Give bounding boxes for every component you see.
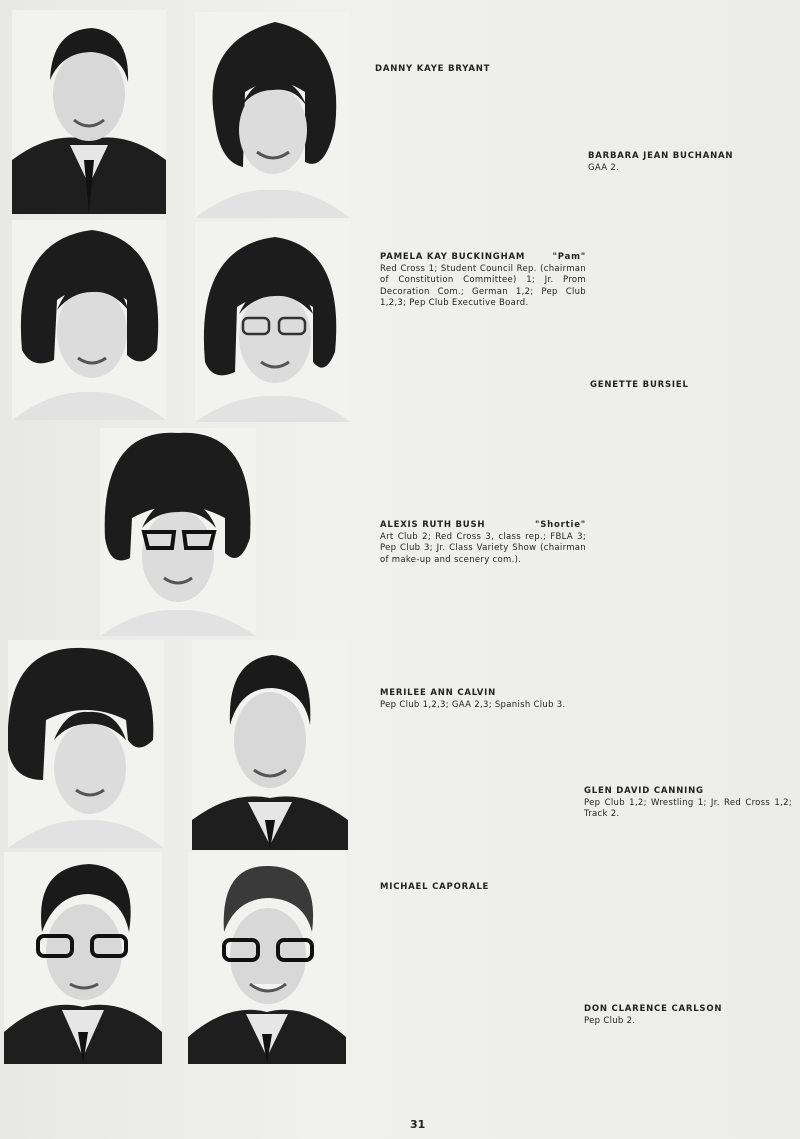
portrait-barbara-buchanan bbox=[195, 12, 350, 218]
student-name: GENETTE BURSIEL bbox=[590, 380, 689, 390]
student-nickname: "Pam" bbox=[552, 252, 586, 262]
portrait-image bbox=[4, 852, 162, 1064]
portrait-danny-bryant bbox=[12, 10, 166, 214]
portrait-michael-caporale bbox=[4, 852, 162, 1064]
student-activities: Red Cross 1; Student Council Rep. (chairman of Constitution Committee) 1; Jr. Prom Decoration Com.; German 1,2; Pep Club 1,2,3; Pep Club Executive Board. bbox=[380, 263, 586, 308]
portrait-image bbox=[192, 640, 348, 850]
entry-michael-caporale bbox=[380, 882, 580, 894]
entry-barbara-buchanan bbox=[588, 151, 788, 174]
name-line bbox=[380, 520, 586, 532]
portrait-image bbox=[8, 640, 164, 848]
entry-merilee-calvin bbox=[380, 688, 590, 711]
portrait-genette-bursiel bbox=[195, 222, 351, 422]
portrait-image bbox=[12, 220, 166, 420]
student-name: GLEN DAVID CANNING bbox=[584, 786, 704, 796]
entry-don-carlson bbox=[584, 1004, 784, 1027]
portrait-image bbox=[195, 222, 351, 422]
portrait-alexis-bush bbox=[100, 428, 256, 636]
name-line bbox=[380, 252, 586, 264]
portrait-image bbox=[195, 12, 350, 218]
student-activities: Art Club 2; Red Cross 3, class rep.; FBLA 3; Pep Club 3; Jr. Class Variety Show (chairman of make-up and scenery com.). bbox=[380, 531, 586, 565]
student-activities: Pep Club 1,2,3; GAA 2,3; Spanish Club 3. bbox=[380, 699, 566, 710]
portrait-pamela-buckingham bbox=[12, 220, 166, 420]
entry-alexis-bush bbox=[380, 520, 586, 566]
entry-danny-bryant bbox=[375, 64, 575, 76]
student-name: BARBARA JEAN BUCHANAN bbox=[588, 151, 734, 161]
portrait-image bbox=[188, 852, 346, 1064]
portrait-image bbox=[100, 428, 256, 636]
student-activities: Pep Club 2. bbox=[584, 1015, 636, 1026]
entry-glen-canning bbox=[584, 786, 792, 821]
entry-genette-bursiel bbox=[590, 380, 790, 392]
student-activities: Pep Club 1,2; Wrestling 1; Jr. Red Cross 1,2; Track 2. bbox=[584, 797, 792, 819]
page-number: 31 bbox=[410, 1118, 426, 1131]
entry-pamela-buckingham bbox=[380, 252, 586, 310]
student-activities: GAA 2. bbox=[588, 162, 620, 173]
student-name: DON CLARENCE CARLSON bbox=[584, 1004, 723, 1014]
student-name: MERILEE ANN CALVIN bbox=[380, 688, 497, 698]
portrait-glen-canning bbox=[192, 640, 348, 850]
portrait-merilee-calvin bbox=[8, 640, 164, 848]
student-nickname: "Shortie" bbox=[534, 520, 586, 530]
student-name: MICHAEL CAPORALE bbox=[380, 882, 490, 892]
student-name: DANNY KAYE BRYANT bbox=[375, 64, 491, 74]
student-name: PAMELA KAY BUCKINGHAM bbox=[380, 252, 526, 262]
portrait-image bbox=[12, 10, 166, 214]
student-name: ALEXIS RUTH BUSH bbox=[380, 520, 486, 530]
portrait-don-carlson bbox=[188, 852, 346, 1064]
